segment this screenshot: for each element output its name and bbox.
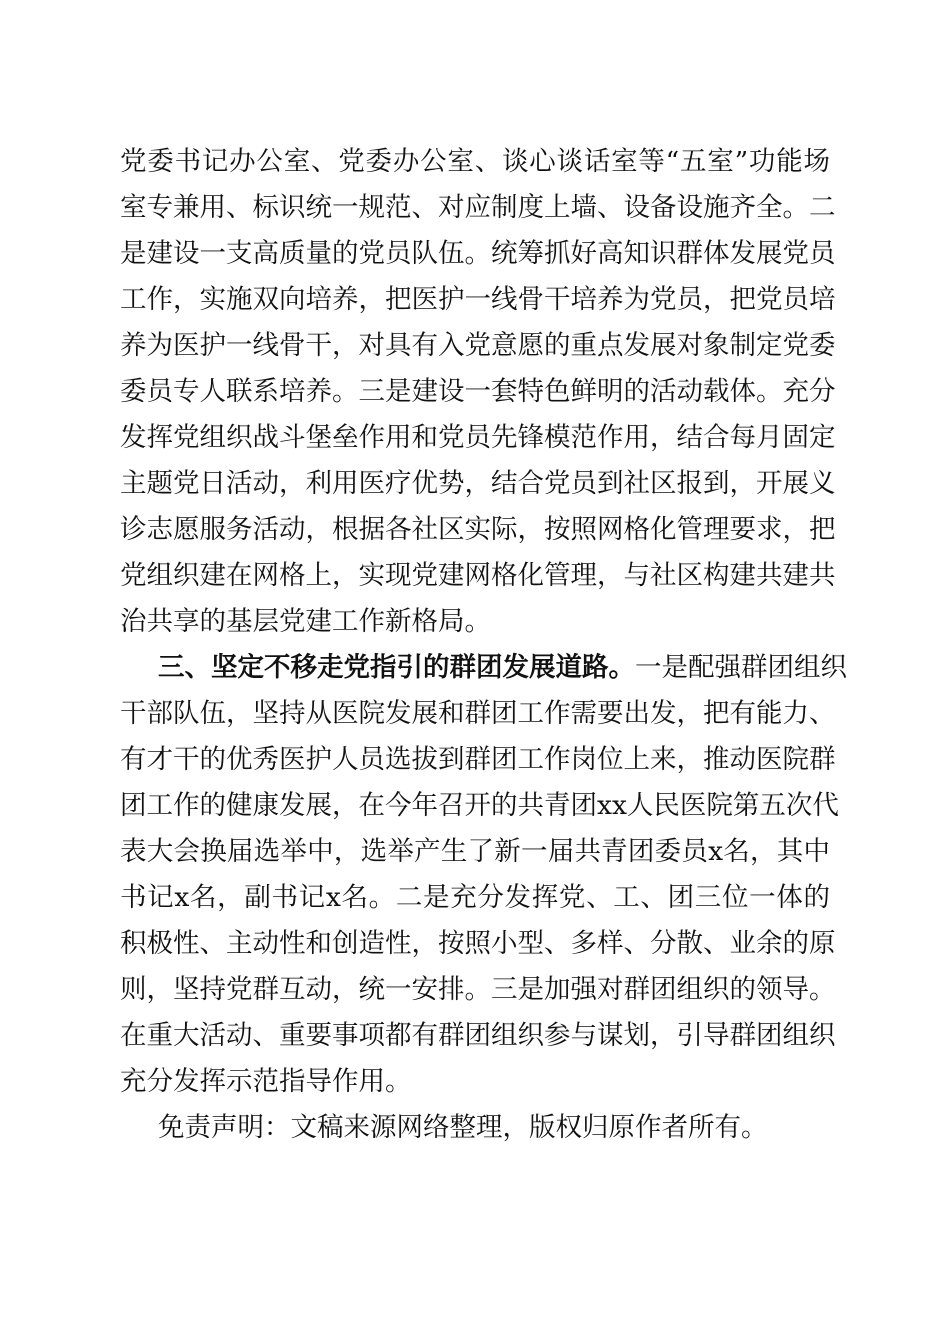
paragraph-line: 团工作的健康发展，在今年召开的共青团xx人民医院第五次代 (120, 790, 839, 821)
disclaimer-text: 免责声明：文稿来源网络整理，版权归原作者所有。 (158, 1112, 768, 1143)
section-3-first-line (158, 646, 847, 690)
paragraph-line: 积极性、主动性和创造性，按照小型、多样、分散、业余的原 (120, 928, 836, 959)
paragraph-line: 主题党日活动，利用医疗优势，结合党员到社区报到，开展义 (120, 468, 836, 499)
paragraph-line: 则，坚持党群互动，统一安排。三是加强对群团组织的领导。 (120, 974, 836, 1005)
paragraph-line: 党委书记办公室、党委办公室、谈心谈话室等“五室”功能场 (120, 146, 830, 177)
paragraph-line: 书记x名，副书记x名。二是充分发挥党、工、团三位一体的 (120, 882, 830, 913)
paragraph-line: 工作，实施双向培养，把医护一线骨干培养为党员，把党员培 (120, 284, 836, 315)
paragraph-line: 委员专人联系培养。三是建设一套特色鲜明的活动载体。充分 (120, 376, 836, 407)
paragraph-line: 诊志愿服务活动，根据各社区实际，按照网格化管理要求，把 (120, 514, 836, 545)
paragraph-line: 发挥党组织战斗堡垒作用和党员先锋模范作用，结合每月固定 (120, 422, 836, 453)
paragraph-line: 党组织建在网格上，实现党建网格化管理，与社区构建共建共 (120, 560, 836, 591)
paragraph-line: 有才干的优秀医护人员选拔到群团工作岗位上来，推动医院群 (120, 744, 836, 775)
paragraph-line: 室专兼用、标识统一规范、对应制度上墙、设备设施齐全。二 (120, 192, 836, 223)
paragraph-line: 充分发挥示范指导作用。 (120, 1066, 412, 1097)
section-3-heading: 三、坚定不移走党指引的群团发展道路。 (158, 652, 635, 683)
paragraph-line: 干部队伍，坚持从医院发展和群团工作需要出发，把有能力、 (120, 698, 836, 729)
paragraph-line: 表大会换届选举中，选举产生了新一届共青团委员x名，其中 (120, 836, 830, 867)
paragraph-line: 治共享的基层党建工作新格局。 (120, 606, 491, 637)
paragraph-line: 是建设一支高质量的党员队伍。统筹抓好高知识群体发展党员 (120, 238, 836, 269)
section-3-first-line-rest: 一是配强群团组织 (635, 652, 847, 683)
paragraph-line: 在重大活动、重要事项都有群团组织参与谋划，引导群团组织 (120, 1020, 836, 1051)
paragraph-line: 养为医护一线骨干，对具有入党意愿的重点发展对象制定党委 (120, 330, 836, 361)
